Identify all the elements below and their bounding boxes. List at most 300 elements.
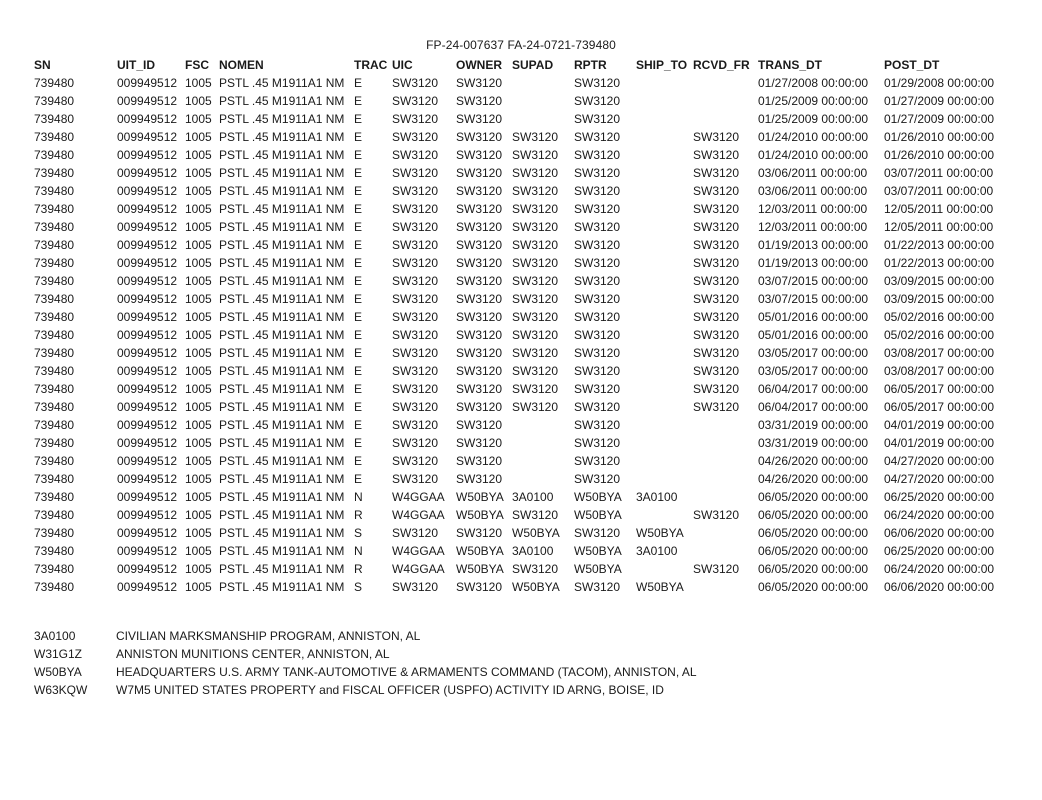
cell-sn: 739480 xyxy=(34,508,75,522)
legend-description: HEADQUARTERS U.S. ARMY TANK-AUTOMOTIVE & ARMAMENTS COMMAND (TACOM), ANNISTON, AL xyxy=(116,665,697,679)
cell-trans-dt: 03/31/2019 00:00:00 xyxy=(758,436,869,450)
cell-ship-to xyxy=(636,560,693,578)
cell-ship-to xyxy=(636,452,693,470)
cell-uic: SW3120 xyxy=(392,454,439,468)
column-header-uit-id: UIT_ID xyxy=(117,58,156,72)
cell-nomen: PSTL .45 M1911A1 NM xyxy=(219,76,345,90)
cell-supad xyxy=(512,452,574,470)
column-header-owner: OWNER xyxy=(456,58,502,72)
cell-post-dt: 05/02/2016 00:00:00 xyxy=(884,328,995,342)
cell-sn: 739480 xyxy=(34,220,75,234)
cell-uic: SW3120 xyxy=(392,292,439,306)
cell-supad: 3A0100 xyxy=(512,490,554,504)
table-row xyxy=(0,362,1010,380)
cell-rcvd-fr: SW3120 xyxy=(693,148,740,162)
cell-owner: SW3120 xyxy=(456,382,503,396)
cell-fsc: 1005 xyxy=(185,562,212,576)
cell-supad xyxy=(512,470,574,488)
cell-rcvd-fr xyxy=(693,74,758,92)
cell-trac: S xyxy=(354,526,363,540)
cell-rptr: W50BYA xyxy=(574,562,622,576)
cell-post-dt: 12/05/2011 00:00:00 xyxy=(884,202,994,216)
cell-trac: E xyxy=(354,310,363,324)
cell-uit-id: 009949512 xyxy=(117,202,178,216)
cell-uit-id: 009949512 xyxy=(117,328,178,342)
legend-item xyxy=(0,663,697,681)
cell-ship-to xyxy=(636,380,693,398)
cell-uit-id: 009949512 xyxy=(117,418,178,432)
cell-ship-to xyxy=(636,272,693,290)
cell-rptr: SW3120 xyxy=(574,472,621,486)
cell-supad: W50BYA xyxy=(512,526,560,540)
cell-owner: SW3120 xyxy=(456,364,503,378)
cell-trac: E xyxy=(354,418,363,432)
cell-rptr: SW3120 xyxy=(574,418,621,432)
cell-nomen: PSTL .45 M1911A1 NM xyxy=(219,130,345,144)
cell-supad: SW3120 xyxy=(512,274,559,288)
cell-uit-id: 009949512 xyxy=(117,490,178,504)
cell-rcvd-fr: SW3120 xyxy=(693,400,740,414)
cell-rptr: W50BYA xyxy=(574,544,622,558)
cell-uic: SW3120 xyxy=(392,202,439,216)
cell-trac: E xyxy=(354,472,363,486)
table-row xyxy=(0,434,1010,452)
cell-fsc: 1005 xyxy=(185,490,212,504)
cell-trac: R xyxy=(354,562,363,576)
cell-nomen: PSTL .45 M1911A1 NM xyxy=(219,508,345,522)
cell-supad xyxy=(512,434,574,452)
cell-uic: SW3120 xyxy=(392,76,439,90)
cell-trac: E xyxy=(354,184,363,198)
cell-trans-dt: 03/06/2011 00:00:00 xyxy=(758,184,868,198)
cell-rptr: W50BYA xyxy=(574,490,622,504)
table-row xyxy=(0,398,1010,416)
cell-owner: SW3120 xyxy=(456,526,503,540)
cell-rcvd-fr xyxy=(693,452,758,470)
cell-supad: SW3120 xyxy=(512,166,559,180)
cell-rptr: SW3120 xyxy=(574,112,621,126)
cell-uic: SW3120 xyxy=(392,364,439,378)
cell-ship-to xyxy=(636,362,693,380)
cell-owner: SW3120 xyxy=(456,292,503,306)
cell-fsc: 1005 xyxy=(185,202,212,216)
table-row xyxy=(0,308,1010,326)
cell-post-dt: 06/06/2020 00:00:00 xyxy=(884,580,995,594)
cell-trac: E xyxy=(354,94,363,108)
cell-rcvd-fr: SW3120 xyxy=(693,310,740,324)
table-row xyxy=(0,182,1010,200)
cell-owner: W50BYA xyxy=(456,544,504,558)
cell-uit-id: 009949512 xyxy=(117,220,178,234)
cell-rcvd-fr: SW3120 xyxy=(693,292,740,306)
cell-rptr: SW3120 xyxy=(574,400,621,414)
cell-uit-id: 009949512 xyxy=(117,526,178,540)
cell-sn: 739480 xyxy=(34,544,75,558)
cell-ship-to: 3A0100 xyxy=(636,544,678,558)
cell-owner: SW3120 xyxy=(456,418,503,432)
cell-trans-dt: 06/05/2020 00:00:00 xyxy=(758,490,869,504)
cell-trans-dt: 12/03/2011 00:00:00 xyxy=(758,202,868,216)
cell-sn: 739480 xyxy=(34,148,75,162)
cell-sn: 739480 xyxy=(34,292,75,306)
cell-fsc: 1005 xyxy=(185,166,212,180)
cell-owner: W50BYA xyxy=(456,490,504,504)
cell-owner: SW3120 xyxy=(456,256,503,270)
cell-owner: SW3120 xyxy=(456,580,503,594)
cell-uit-id: 009949512 xyxy=(117,130,178,144)
cell-uit-id: 009949512 xyxy=(117,112,178,126)
cell-uit-id: 009949512 xyxy=(117,508,178,522)
cell-uic: SW3120 xyxy=(392,112,439,126)
cell-post-dt: 03/07/2011 00:00:00 xyxy=(884,166,994,180)
cell-uic: SW3120 xyxy=(392,580,439,594)
cell-rptr: SW3120 xyxy=(574,184,621,198)
cell-fsc: 1005 xyxy=(185,346,212,360)
table-row xyxy=(0,236,1010,254)
table-row xyxy=(0,470,1010,488)
cell-sn: 739480 xyxy=(34,328,75,342)
cell-rcvd-fr: SW3120 xyxy=(693,274,740,288)
cell-rptr: SW3120 xyxy=(574,130,621,144)
cell-uic: SW3120 xyxy=(392,184,439,198)
cell-rcvd-fr xyxy=(693,470,758,488)
table-row xyxy=(0,488,1010,506)
cell-ship-to xyxy=(636,128,693,146)
cell-rptr: SW3120 xyxy=(574,526,621,540)
cell-owner: SW3120 xyxy=(456,184,503,198)
cell-rptr: SW3120 xyxy=(574,382,621,396)
cell-nomen: PSTL .45 M1911A1 NM xyxy=(219,364,345,378)
cell-uic: W4GGAA xyxy=(392,490,445,504)
cell-supad: SW3120 xyxy=(512,310,559,324)
cell-ship-to xyxy=(636,218,693,236)
cell-trans-dt: 01/25/2009 00:00:00 xyxy=(758,94,869,108)
cell-trac: E xyxy=(354,112,363,126)
cell-fsc: 1005 xyxy=(185,148,212,162)
cell-sn: 739480 xyxy=(34,130,75,144)
cell-uic: W4GGAA xyxy=(392,508,445,522)
cell-owner: SW3120 xyxy=(456,130,503,144)
table-row xyxy=(0,164,1010,182)
cell-post-dt: 06/25/2020 00:00:00 xyxy=(884,490,995,504)
cell-trans-dt: 04/26/2020 00:00:00 xyxy=(758,472,869,486)
cell-ship-to xyxy=(636,92,693,110)
cell-owner: W50BYA xyxy=(456,562,504,576)
cell-supad: 3A0100 xyxy=(512,544,554,558)
cell-uic: SW3120 xyxy=(392,256,439,270)
cell-uic: SW3120 xyxy=(392,418,439,432)
cell-trac: E xyxy=(354,328,363,342)
cell-post-dt: 01/22/2013 00:00:00 xyxy=(884,238,995,252)
cell-rptr: SW3120 xyxy=(574,274,621,288)
cell-nomen: PSTL .45 M1911A1 NM xyxy=(219,112,345,126)
cell-uit-id: 009949512 xyxy=(117,436,178,450)
legend-item xyxy=(0,627,697,645)
table-row xyxy=(0,200,1010,218)
cell-sn: 739480 xyxy=(34,310,75,324)
cell-post-dt: 03/09/2015 00:00:00 xyxy=(884,292,995,306)
cell-sn: 739480 xyxy=(34,490,75,504)
cell-rptr: SW3120 xyxy=(574,220,621,234)
cell-trans-dt: 12/03/2011 00:00:00 xyxy=(758,220,868,234)
cell-supad xyxy=(512,110,574,128)
cell-nomen: PSTL .45 M1911A1 NM xyxy=(219,328,345,342)
table-row xyxy=(0,110,1010,128)
cell-uit-id: 009949512 xyxy=(117,94,178,108)
cell-trans-dt: 01/19/2013 00:00:00 xyxy=(758,256,869,270)
cell-ship-to xyxy=(636,308,693,326)
cell-uit-id: 009949512 xyxy=(117,238,178,252)
cell-owner: W50BYA xyxy=(456,508,504,522)
cell-rcvd-fr: SW3120 xyxy=(693,346,740,360)
cell-owner: SW3120 xyxy=(456,166,503,180)
cell-rptr: SW3120 xyxy=(574,328,621,342)
cell-ship-to xyxy=(636,326,693,344)
cell-uit-id: 009949512 xyxy=(117,166,178,180)
cell-fsc: 1005 xyxy=(185,364,212,378)
cell-fsc: 1005 xyxy=(185,544,212,558)
column-header-nomen: NOMEN xyxy=(219,58,264,72)
cell-nomen: PSTL .45 M1911A1 NM xyxy=(219,544,345,558)
cell-trac: N xyxy=(354,490,363,504)
cell-fsc: 1005 xyxy=(185,238,212,252)
cell-rptr: SW3120 xyxy=(574,346,621,360)
cell-ship-to xyxy=(636,74,693,92)
cell-trans-dt: 01/24/2010 00:00:00 xyxy=(758,148,869,162)
cell-post-dt: 06/24/2020 00:00:00 xyxy=(884,508,995,522)
table-row xyxy=(0,146,1010,164)
cell-uic: SW3120 xyxy=(392,436,439,450)
cell-trac: E xyxy=(354,436,363,450)
cell-nomen: PSTL .45 M1911A1 NM xyxy=(219,166,345,180)
cell-fsc: 1005 xyxy=(185,220,212,234)
cell-uic: SW3120 xyxy=(392,382,439,396)
cell-uit-id: 009949512 xyxy=(117,76,178,90)
document-header: FP-24-007637 FA-24-0721-739480 xyxy=(426,38,616,52)
cell-supad: SW3120 xyxy=(512,256,559,270)
cell-ship-to xyxy=(636,146,693,164)
cell-trans-dt: 06/04/2017 00:00:00 xyxy=(758,400,869,414)
cell-uit-id: 009949512 xyxy=(117,148,178,162)
cell-nomen: PSTL .45 M1911A1 NM xyxy=(219,472,345,486)
cell-uit-id: 009949512 xyxy=(117,310,178,324)
cell-trans-dt: 01/27/2008 00:00:00 xyxy=(758,76,869,90)
cell-rptr: SW3120 xyxy=(574,238,621,252)
cell-ship-to xyxy=(636,344,693,362)
cell-owner: SW3120 xyxy=(456,274,503,288)
cell-uic: SW3120 xyxy=(392,94,439,108)
cell-ship-to xyxy=(636,110,693,128)
cell-rcvd-fr: SW3120 xyxy=(693,184,740,198)
cell-nomen: PSTL .45 M1911A1 NM xyxy=(219,310,345,324)
cell-owner: SW3120 xyxy=(456,310,503,324)
cell-post-dt: 04/01/2019 00:00:00 xyxy=(884,418,995,432)
cell-rptr: SW3120 xyxy=(574,148,621,162)
cell-rcvd-fr xyxy=(693,578,758,596)
cell-fsc: 1005 xyxy=(185,184,212,198)
cell-supad: SW3120 xyxy=(512,328,559,342)
cell-nomen: PSTL .45 M1911A1 NM xyxy=(219,436,345,450)
cell-sn: 739480 xyxy=(34,472,75,486)
cell-supad xyxy=(512,92,574,110)
cell-supad: SW3120 xyxy=(512,130,559,144)
cell-fsc: 1005 xyxy=(185,328,212,342)
cell-sn: 739480 xyxy=(34,364,75,378)
cell-nomen: PSTL .45 M1911A1 NM xyxy=(219,256,345,270)
cell-uic: SW3120 xyxy=(392,274,439,288)
cell-nomen: PSTL .45 M1911A1 NM xyxy=(219,94,345,108)
legend-description: CIVILIAN MARKSMANSHIP PROGRAM, ANNISTON, AL xyxy=(116,629,421,643)
table-row xyxy=(0,542,1010,560)
cell-trac: R xyxy=(354,508,363,522)
cell-fsc: 1005 xyxy=(185,112,212,126)
cell-nomen: PSTL .45 M1911A1 NM xyxy=(219,562,345,576)
cell-rptr: SW3120 xyxy=(574,166,621,180)
cell-sn: 739480 xyxy=(34,418,75,432)
cell-trans-dt: 04/26/2020 00:00:00 xyxy=(758,454,869,468)
cell-post-dt: 06/25/2020 00:00:00 xyxy=(884,544,995,558)
cell-fsc: 1005 xyxy=(185,400,212,414)
cell-nomen: PSTL .45 M1911A1 NM xyxy=(219,220,345,234)
column-header-post-dt: POST_DT xyxy=(884,58,940,72)
table-row xyxy=(0,74,1010,92)
cell-trac: E xyxy=(354,346,363,360)
cell-trans-dt: 05/01/2016 00:00:00 xyxy=(758,310,869,324)
cell-owner: SW3120 xyxy=(456,220,503,234)
column-header-trac: TRAC xyxy=(354,58,388,72)
cell-trans-dt: 06/05/2020 00:00:00 xyxy=(758,562,869,576)
cell-rptr: SW3120 xyxy=(574,94,621,108)
cell-rcvd-fr: SW3120 xyxy=(693,508,740,522)
cell-sn: 739480 xyxy=(34,76,75,90)
cell-trac: E xyxy=(354,292,363,306)
cell-supad: SW3120 xyxy=(512,292,559,306)
cell-fsc: 1005 xyxy=(185,382,212,396)
cell-sn: 739480 xyxy=(34,346,75,360)
cell-owner: SW3120 xyxy=(456,472,503,486)
cell-rcvd-fr: SW3120 xyxy=(693,238,740,252)
table-row xyxy=(0,506,1010,524)
cell-post-dt: 01/27/2009 00:00:00 xyxy=(884,112,995,126)
cell-trac: E xyxy=(354,238,363,252)
cell-sn: 739480 xyxy=(34,256,75,270)
cell-rptr: SW3120 xyxy=(574,580,621,594)
cell-trac: S xyxy=(354,580,363,594)
table-header-row xyxy=(0,56,1010,74)
cell-rptr: SW3120 xyxy=(574,256,621,270)
cell-rptr: SW3120 xyxy=(574,202,621,216)
cell-trans-dt: 05/01/2016 00:00:00 xyxy=(758,328,869,342)
cell-sn: 739480 xyxy=(34,382,75,396)
cell-supad xyxy=(512,416,574,434)
cell-post-dt: 12/05/2011 00:00:00 xyxy=(884,220,994,234)
cell-rcvd-fr xyxy=(693,542,758,560)
cell-fsc: 1005 xyxy=(185,256,212,270)
table-row xyxy=(0,380,1010,398)
cell-ship-to xyxy=(636,434,693,452)
cell-trac: E xyxy=(354,274,363,288)
cell-supad: SW3120 xyxy=(512,220,559,234)
cell-trans-dt: 06/05/2020 00:00:00 xyxy=(758,526,869,540)
cell-trac: E xyxy=(354,220,363,234)
column-header-sn: SN xyxy=(34,58,51,72)
cell-fsc: 1005 xyxy=(185,292,212,306)
cell-uic: SW3120 xyxy=(392,328,439,342)
cell-trans-dt: 06/04/2017 00:00:00 xyxy=(758,382,869,396)
legend-code: W31G1Z xyxy=(34,647,83,661)
table-row xyxy=(0,92,1010,110)
legend-code: W50BYA xyxy=(34,665,82,679)
cell-uit-id: 009949512 xyxy=(117,256,178,270)
cell-rptr: SW3120 xyxy=(574,310,621,324)
cell-sn: 739480 xyxy=(34,112,75,126)
cell-ship-to xyxy=(636,236,693,254)
column-header-uic: UIC xyxy=(392,58,413,72)
cell-uic: W4GGAA xyxy=(392,562,445,576)
cell-rcvd-fr xyxy=(693,488,758,506)
records-table xyxy=(0,56,1010,596)
cell-uit-id: 009949512 xyxy=(117,562,178,576)
cell-post-dt: 01/27/2009 00:00:00 xyxy=(884,94,995,108)
cell-post-dt: 03/08/2017 00:00:00 xyxy=(884,364,995,378)
cell-fsc: 1005 xyxy=(185,130,212,144)
cell-fsc: 1005 xyxy=(185,274,212,288)
cell-fsc: 1005 xyxy=(185,526,212,540)
cell-rcvd-fr: SW3120 xyxy=(693,382,740,396)
cell-uic: SW3120 xyxy=(392,526,439,540)
cell-fsc: 1005 xyxy=(185,472,212,486)
table-row xyxy=(0,326,1010,344)
table-row xyxy=(0,290,1010,308)
cell-supad: SW3120 xyxy=(512,508,559,522)
cell-ship-to: W50BYA xyxy=(636,580,684,594)
cell-post-dt: 01/26/2010 00:00:00 xyxy=(884,148,995,162)
code-legend xyxy=(0,627,697,699)
cell-trac: E xyxy=(354,382,363,396)
cell-owner: SW3120 xyxy=(456,112,503,126)
cell-trans-dt: 06/05/2020 00:00:00 xyxy=(758,544,869,558)
cell-trans-dt: 03/07/2015 00:00:00 xyxy=(758,274,869,288)
cell-supad: SW3120 xyxy=(512,382,559,396)
cell-trac: E xyxy=(354,364,363,378)
cell-trac: E xyxy=(354,454,363,468)
table-row xyxy=(0,452,1010,470)
cell-trans-dt: 03/31/2019 00:00:00 xyxy=(758,418,869,432)
cell-nomen: PSTL .45 M1911A1 NM xyxy=(219,148,345,162)
cell-ship-to xyxy=(636,254,693,272)
cell-post-dt: 03/09/2015 00:00:00 xyxy=(884,274,995,288)
column-header-fsc: FSC xyxy=(185,58,209,72)
cell-post-dt: 06/05/2017 00:00:00 xyxy=(884,400,995,414)
cell-uic: SW3120 xyxy=(392,220,439,234)
cell-sn: 739480 xyxy=(34,274,75,288)
cell-post-dt: 01/22/2013 00:00:00 xyxy=(884,256,995,270)
cell-ship-to xyxy=(636,506,693,524)
cell-rcvd-fr: SW3120 xyxy=(693,364,740,378)
cell-rcvd-fr xyxy=(693,524,758,542)
cell-fsc: 1005 xyxy=(185,76,212,90)
cell-owner: SW3120 xyxy=(456,76,503,90)
cell-rptr: W50BYA xyxy=(574,508,622,522)
cell-rcvd-fr xyxy=(693,110,758,128)
cell-uit-id: 009949512 xyxy=(117,292,178,306)
cell-trac: E xyxy=(354,76,363,90)
cell-post-dt: 01/26/2010 00:00:00 xyxy=(884,130,995,144)
cell-owner: SW3120 xyxy=(456,454,503,468)
cell-post-dt: 04/27/2020 00:00:00 xyxy=(884,472,995,486)
cell-rcvd-fr xyxy=(693,416,758,434)
cell-uic: SW3120 xyxy=(392,400,439,414)
